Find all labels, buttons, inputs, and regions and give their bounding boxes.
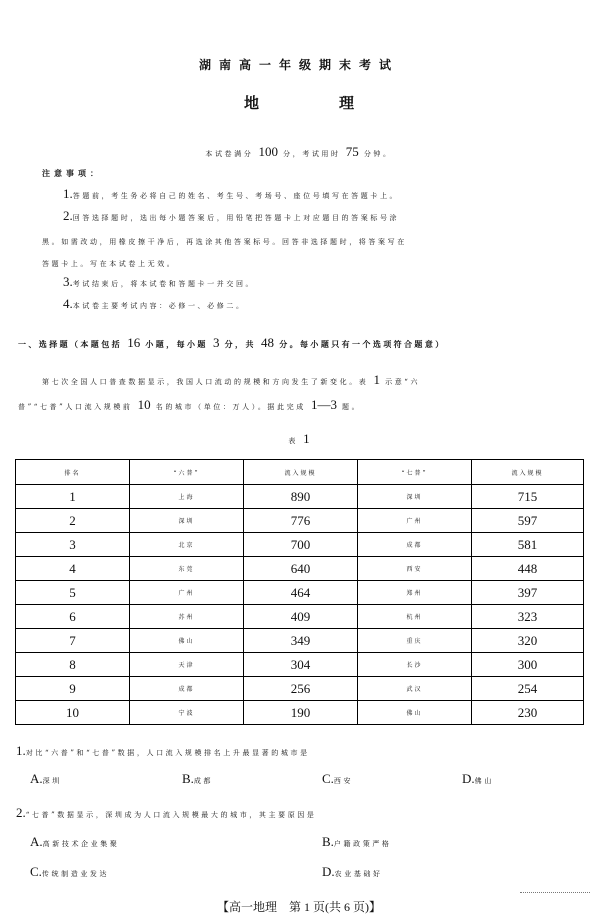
cell-inflow7: 300 (472, 653, 584, 677)
table-row (16, 653, 584, 677)
cell-city7: 广州 (358, 509, 472, 533)
cell-city7: 深圳 (358, 485, 472, 509)
cell-inflow6: 640 (244, 557, 358, 581)
section-b: 小题，每小题 (145, 340, 208, 349)
cell-inflow7: 323 (472, 605, 584, 629)
table-row (16, 581, 584, 605)
cell-city6: 天津 (130, 653, 244, 677)
question-1-text: 对比“六普”和“七普”数据，人口流入规模排名上升最显著的城市是 (25, 749, 310, 757)
q2-a-label: A. (30, 834, 43, 849)
cell-inflow7: 597 (472, 509, 584, 533)
q1-option-c (322, 771, 353, 787)
cell-rank: 1 (16, 485, 130, 509)
notice-2 (63, 204, 399, 229)
q1-option-b (182, 771, 213, 787)
q2-c-text: 传统制造业发达 (41, 870, 110, 878)
table-caption (0, 428, 598, 447)
section-n2: 3 (212, 335, 220, 350)
info-mid: 分，考试用时 (283, 150, 341, 158)
cell-city7: 西安 (358, 557, 472, 581)
table-row (16, 677, 584, 701)
cell-rank: 3 (16, 533, 130, 557)
cell-city7: 长沙 (358, 653, 472, 677)
section-c: 分，共 (224, 340, 256, 349)
intro-2a: 普”“七普”人口流入规模前 (18, 403, 133, 411)
cell-inflow7: 254 (472, 677, 584, 701)
q1-c-label: C. (322, 771, 334, 786)
cell-city7: 重庆 (358, 629, 472, 653)
table-header-row (16, 460, 584, 485)
cell-rank: 10 (16, 701, 130, 725)
q2-b-label: B. (322, 834, 334, 849)
info-time: 75 (345, 144, 359, 159)
q2-b-text: 户籍政策严格 (333, 840, 392, 848)
section-a: 一、选择题（本题包括 (18, 340, 122, 349)
subject-title (0, 92, 598, 113)
cell-rank: 6 (16, 605, 130, 629)
cell-rank: 2 (16, 509, 130, 533)
notice-1-num: 1. (63, 186, 73, 201)
cell-inflow7: 320 (472, 629, 584, 653)
section-d: 分。每小题只有一个选项符合题意） (279, 340, 446, 349)
section-heading (18, 335, 446, 351)
header-census6: “六普” (130, 460, 244, 485)
subject-char-1: 地 (243, 94, 259, 112)
page-footer: 【高一地理 第 1 页(共 6 页)】 (217, 900, 381, 914)
intro-num2: 10 (137, 397, 151, 412)
notice-2-cont1-text: 黑。如需改动，用橡皮擦干净后，再选涂其他答案标号。回答非选择题时，将答案写在 (42, 238, 407, 246)
cell-inflow6: 349 (244, 629, 358, 653)
cell-inflow6: 464 (244, 581, 358, 605)
question-2-num: 2. (16, 805, 26, 820)
cell-inflow6: 409 (244, 605, 358, 629)
q2-option-b (322, 834, 392, 850)
header-inflow7: 流入规模 (472, 460, 584, 485)
cell-rank: 8 (16, 653, 130, 677)
q1-c-text: 西安 (333, 777, 354, 785)
cell-city6: 广州 (130, 581, 244, 605)
header-census7: “七普” (358, 460, 472, 485)
q1-option-d (462, 771, 494, 787)
table-row (16, 701, 584, 725)
question-1-num: 1. (16, 743, 26, 758)
footer-dotted-line (520, 892, 590, 893)
table-caption-pre: 表 (288, 437, 298, 445)
section-n3: 48 (261, 335, 275, 350)
q1-b-label: B. (182, 771, 194, 786)
cell-inflow6: 190 (244, 701, 358, 725)
q1-option-a (30, 771, 62, 787)
exam-info (0, 141, 598, 160)
cell-city6: 深圳 (130, 509, 244, 533)
cell-inflow7: 397 (472, 581, 584, 605)
table-row (16, 533, 584, 557)
table-row (16, 605, 584, 629)
q1-a-label: A. (30, 771, 43, 786)
notice-4 (63, 292, 246, 317)
intro-line-2 (18, 393, 361, 418)
notice-4-num: 4. (63, 296, 73, 311)
subject-char-2: 理 (339, 94, 355, 112)
q2-option-a (30, 834, 119, 850)
notice-3-text: 考试结束后，将本试卷和答题卡一并交回。 (72, 280, 256, 288)
q2-option-c (30, 864, 109, 880)
cell-inflow7: 715 (472, 485, 584, 509)
q1-b-text: 成都 (193, 777, 214, 785)
intro-num1: 1 (373, 372, 380, 387)
cell-city6: 北京 (130, 533, 244, 557)
table-row (16, 485, 584, 509)
cell-city6: 佛山 (130, 629, 244, 653)
cell-rank: 7 (16, 629, 130, 653)
cell-inflow6: 304 (244, 653, 358, 677)
cell-city6: 成都 (130, 677, 244, 701)
cell-rank: 4 (16, 557, 130, 581)
info-pre: 本试卷满分 (205, 150, 254, 158)
q2-d-label: D. (322, 864, 335, 879)
cell-inflow6: 890 (244, 485, 358, 509)
cell-inflow7: 581 (472, 533, 584, 557)
intro-1a: 第七次全国人口普查数据显示，我国人口流动的规模和方向发生了新变化。表 (42, 378, 369, 386)
table-row (16, 557, 584, 581)
cell-city7: 成都 (358, 533, 472, 557)
cell-inflow6: 256 (244, 677, 358, 701)
intro-line-1 (42, 368, 420, 393)
table-row (16, 629, 584, 653)
cell-inflow7: 230 (472, 701, 584, 725)
cell-city6: 宁波 (130, 701, 244, 725)
info-score: 100 (258, 144, 278, 159)
population-table (15, 459, 584, 725)
q2-a-text: 高新技术企业集聚 (42, 840, 120, 848)
header-rank: 排名 (16, 460, 130, 485)
intro-1b: 示意“六 (385, 378, 421, 386)
cell-city7: 杭州 (358, 605, 472, 629)
notice-2-cont2-text: 答题卡上。写在本试卷上无效。 (42, 260, 177, 268)
cell-city7: 武汉 (358, 677, 472, 701)
intro-num3: 1—3 (310, 397, 337, 412)
intro-2b: 名的城市（单位：万人）。据此完成 (155, 403, 306, 411)
cell-city6: 苏州 (130, 605, 244, 629)
notice-2-text: 回答选择题时，选出每小题答案后，用铅笔把答题卡上对应题目的答案标号涂 (72, 214, 400, 222)
exam-title: 湖南高一年级期末考试 (198, 58, 399, 72)
table-caption-num: 1 (303, 431, 310, 446)
notice-1-text: 答题前，考生务必将自己的姓名、考生号、考场号、座位号填写在答题卡上。 (72, 192, 400, 200)
notice-heading: 注意事项： (42, 169, 102, 178)
q2-d-text: 农业基础好 (334, 870, 383, 878)
cell-inflow6: 776 (244, 509, 358, 533)
q2-c-label: C. (30, 864, 42, 879)
cell-city6: 上海 (130, 485, 244, 509)
notice-2-num: 2. (63, 208, 73, 223)
notice-3-num: 3. (63, 274, 73, 289)
cell-city7: 佛山 (358, 701, 472, 725)
info-post: 分钟。 (363, 150, 393, 158)
table-row (16, 509, 584, 533)
q1-a-text: 深圳 (42, 777, 62, 785)
q2-option-d (322, 864, 383, 880)
cell-inflow7: 448 (472, 557, 584, 581)
cell-rank: 9 (16, 677, 130, 701)
question-2-text: “七普”数据显示，深圳成为人口流入规模最大的城市，其主要原因是 (25, 811, 317, 819)
cell-city7: 郑州 (358, 581, 472, 605)
q1-d-text: 佛山 (474, 777, 494, 785)
intro-2c: 题。 (342, 403, 362, 411)
cell-city6: 东莞 (130, 557, 244, 581)
cell-inflow6: 700 (244, 533, 358, 557)
cell-rank: 5 (16, 581, 130, 605)
notice-4-text: 本试卷主要考试内容：必修一、必修二。 (72, 302, 246, 310)
section-n1: 16 (127, 335, 141, 350)
question-2 (16, 802, 317, 821)
q1-d-label: D. (462, 771, 475, 786)
question-1 (16, 740, 310, 759)
header-inflow6: 流入规模 (244, 460, 358, 485)
